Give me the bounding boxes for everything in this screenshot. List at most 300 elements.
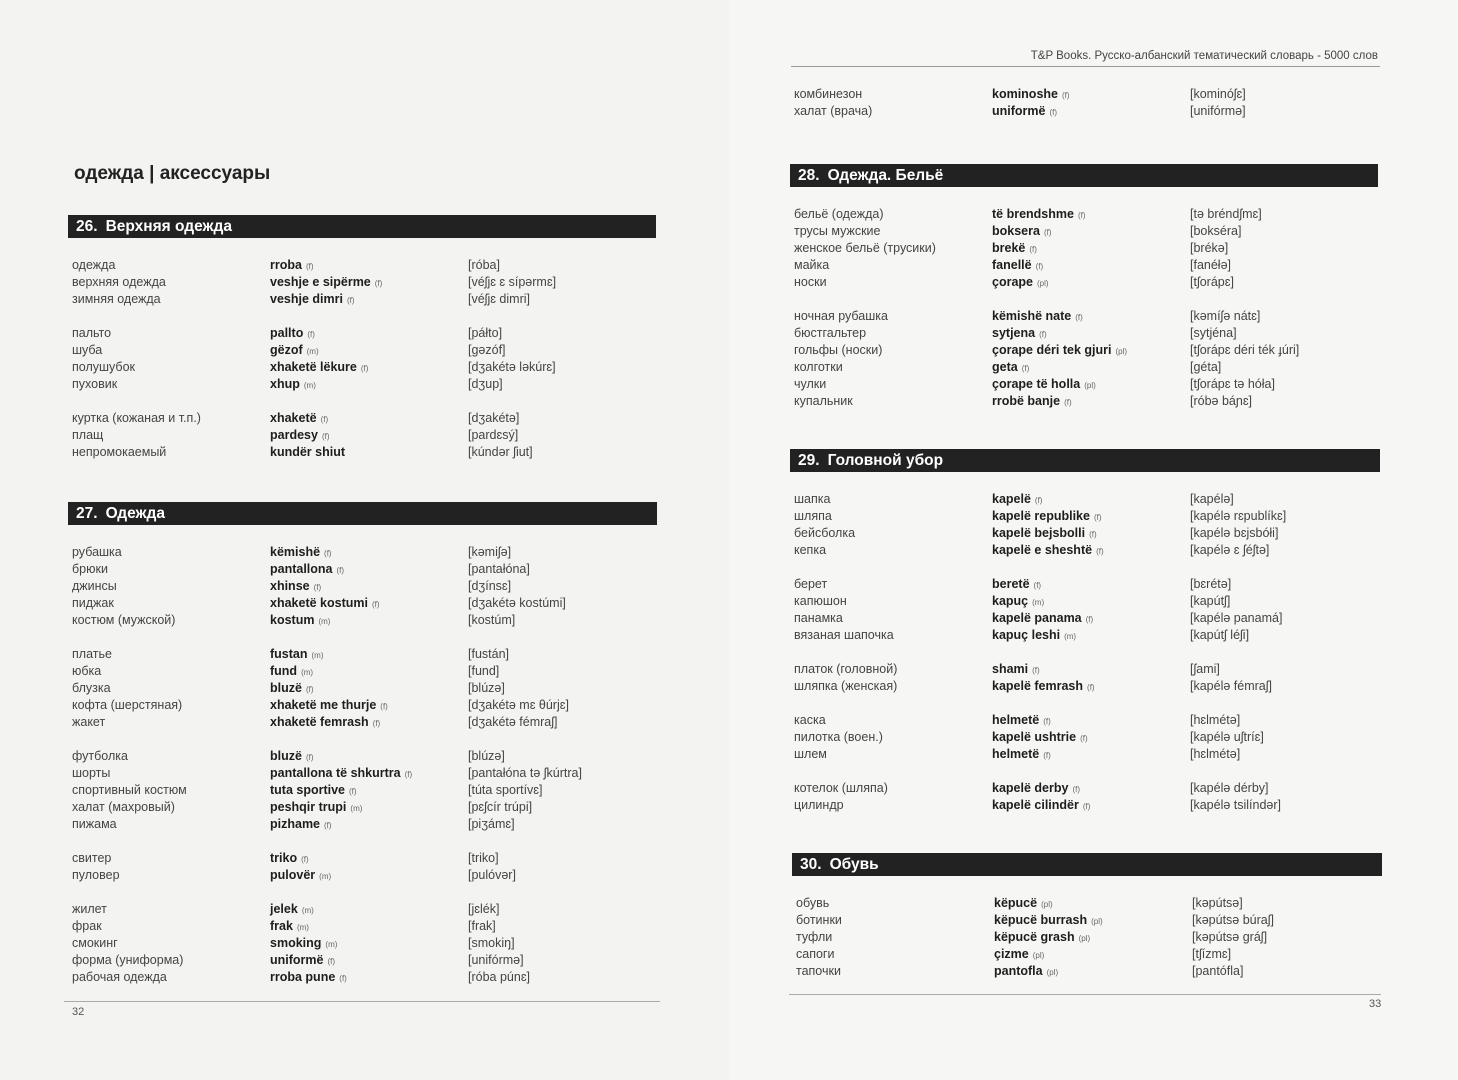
russian-word: брюки [72, 562, 108, 576]
entry-row [68, 714, 657, 731]
transcription: [géta] [1190, 360, 1222, 374]
section-number: 30. [800, 856, 822, 873]
gender-tag: (m) [318, 617, 331, 626]
albanian-word [994, 912, 1103, 930]
albanian-word [270, 359, 368, 377]
transcription: [bɛrétə] [1190, 577, 1232, 591]
russian-word: фрак [72, 919, 102, 933]
albanian-term: xhaketë lëkure [270, 360, 357, 374]
gender-tag: (m) [1064, 632, 1077, 641]
albanian-term: pardesy [270, 428, 318, 442]
transcription: [róba] [468, 258, 500, 272]
transcription: [kapélə dérby] [1190, 781, 1269, 795]
entry-row [792, 929, 1382, 946]
entry-row [790, 376, 1378, 393]
gender-tag: (f) [336, 566, 345, 575]
albanian-term: këpucë burrash [994, 913, 1088, 927]
entry-row [68, 359, 656, 376]
entry-row [790, 627, 1380, 644]
russian-word: капюшон [794, 594, 847, 608]
transcription: [dʒakétə kostúmi] [468, 596, 566, 610]
russian-word: котелок (шляпа) [794, 781, 888, 795]
gender-tag: (pl) [1084, 381, 1096, 390]
albanian-word [270, 969, 347, 987]
russian-word: пуховик [72, 377, 118, 391]
gender-tag: (f) [324, 549, 332, 558]
gender-tag: (f) [1093, 513, 1102, 522]
entry-row [68, 444, 656, 461]
gender-tag: (f) [372, 719, 381, 728]
albanian-word [994, 929, 1090, 947]
albanian-term: pantallona të shkurtra [270, 766, 401, 780]
transcription: [sytjéna] [1190, 326, 1237, 340]
entry-row [790, 678, 1380, 695]
russian-word: зимняя одежда [72, 292, 161, 306]
entry-row [790, 576, 1380, 593]
albanian-term: pizhame [270, 817, 321, 831]
albanian-term: geta [992, 360, 1018, 374]
gender-tag: (f) [324, 821, 332, 830]
gender-tag: (m) [301, 668, 314, 677]
albanian-word [992, 525, 1097, 543]
gender-tag: (f) [305, 685, 314, 694]
transcription: [kapélə uʃtríɛ] [1190, 730, 1264, 744]
albanian-word [270, 427, 330, 445]
gender-tag: (f) [1032, 666, 1040, 675]
russian-word: вязаная шапочка [794, 628, 894, 642]
gender-tag: (m) [303, 381, 316, 390]
albanian-term: xhaketë [270, 411, 317, 425]
transcription: [kapélə bɛjsbółi] [1190, 526, 1279, 540]
gender-tag: (m) [306, 347, 319, 356]
transcription: [blúzə] [468, 749, 505, 763]
gender-tag: (f) [1034, 496, 1043, 505]
entry-row [790, 359, 1378, 376]
albanian-term: bluzë [270, 749, 302, 763]
albanian-term: kapelë ushtrie [992, 730, 1077, 744]
gender-tag: (f) [1033, 581, 1042, 590]
russian-word: колготки [794, 360, 843, 374]
entry-row [68, 578, 657, 595]
albanian-word [270, 816, 332, 834]
entry-row [68, 646, 657, 663]
gender-tag: (m) [1032, 598, 1045, 607]
albanian-word [270, 612, 330, 630]
entry-row [790, 240, 1378, 257]
albanian-word [992, 797, 1090, 815]
entry-row [68, 257, 656, 274]
russian-word: кепка [794, 543, 827, 557]
albanian-word [270, 867, 331, 885]
albanian-word [270, 646, 324, 664]
albanian-word [992, 206, 1086, 224]
entry-row [790, 103, 1378, 120]
transcription: [kapélə fémraʃ] [1190, 679, 1272, 693]
transcription: [fanéłə] [1190, 258, 1232, 272]
group-gap [68, 629, 657, 646]
entry-row [68, 935, 657, 952]
russian-word: сапоги [796, 947, 835, 961]
russian-word: шлем [794, 747, 827, 761]
transcription: [dʒínsɛ] [468, 579, 512, 593]
russian-word: пилотка (воен.) [794, 730, 883, 744]
albanian-word [992, 576, 1041, 594]
albanian-word [994, 895, 1053, 913]
albanian-word [270, 850, 309, 868]
gender-tag: (f) [1043, 717, 1051, 726]
albanian-term: kapuç [992, 594, 1029, 608]
entry-row [68, 969, 657, 986]
albanian-term: peshqir trupi [270, 800, 347, 814]
albanian-term: këpucë grash [994, 930, 1075, 944]
transcription: [ʃami] [1190, 662, 1220, 676]
albanian-word [270, 291, 355, 309]
section-header [790, 449, 1380, 472]
albanian-term: këpucë [994, 896, 1038, 910]
transcription: [kúndər ʃiut] [468, 445, 533, 459]
entry-row [792, 912, 1382, 929]
albanian-word [992, 712, 1051, 730]
transcription: [pardɛsý] [468, 428, 519, 442]
albanian-word [270, 410, 328, 428]
entry-row [790, 780, 1380, 797]
transcription: [kostúm] [468, 613, 516, 627]
albanian-word [270, 342, 319, 360]
russian-word: шляпа [794, 509, 832, 523]
russian-word: рабочая одежда [72, 970, 167, 984]
albanian-word [270, 765, 412, 783]
gender-tag: (f) [301, 855, 309, 864]
albanian-term: brekë [992, 241, 1026, 255]
albanian-word [270, 544, 332, 562]
group-gap [790, 291, 1378, 308]
section-number: 27. [76, 505, 98, 522]
transcription: [kəmíʃə nátɛ] [1190, 309, 1261, 323]
entry-row [68, 748, 657, 765]
transcription: [kapélə panamá] [1190, 611, 1283, 625]
albanian-word [270, 444, 345, 461]
transcription: [kapélə tsilíndər] [1190, 798, 1282, 812]
russian-word: форма (униформа) [72, 953, 184, 967]
transcription: [pantófla] [1192, 964, 1244, 978]
gender-tag: (f) [1062, 91, 1070, 100]
gender-tag: (f) [1049, 108, 1058, 117]
albanian-term: tuta sportive [270, 783, 346, 797]
albanian-word [992, 325, 1047, 343]
albanian-word [992, 508, 1102, 526]
albanian-word [992, 678, 1095, 696]
transcription: [tʃízmɛ] [1192, 947, 1232, 961]
albanian-term: uniformë [992, 104, 1046, 118]
albanian-term: pallto [270, 326, 304, 340]
header-rule [791, 66, 1380, 67]
gender-tag: (pl) [1091, 917, 1103, 926]
russian-word: костюм (мужской) [72, 613, 176, 627]
gender-tag: (f) [320, 415, 329, 424]
entry-row [790, 274, 1378, 291]
section-27 [68, 502, 657, 986]
entry-row [68, 274, 656, 291]
russian-word: полушубок [72, 360, 135, 374]
albanian-word [992, 376, 1096, 394]
albanian-word [992, 240, 1037, 258]
entry-row [68, 612, 657, 629]
albanian-term: gëzof [270, 343, 303, 357]
russian-word: плащ [72, 428, 104, 442]
russian-word: гольфы (носки) [794, 343, 883, 357]
transcription: [hɛlmétə] [1190, 713, 1241, 727]
russian-word: рубашка [72, 545, 122, 559]
gender-tag: (f) [1087, 683, 1095, 692]
transcription: [piʒámɛ] [468, 817, 515, 831]
russian-word: жилет [72, 902, 107, 916]
gender-tag: (f) [346, 296, 355, 305]
transcription: [róbə báɲɛ] [1190, 394, 1253, 408]
transcription: [tʃorápɛ tə hóła] [1190, 377, 1275, 391]
gender-tag: (f) [1077, 211, 1086, 220]
albanian-word [992, 627, 1076, 645]
right-page [729, 0, 1458, 1080]
russian-word: ботинки [796, 913, 842, 927]
russian-word: тапочки [796, 964, 841, 978]
gender-tag: (pl) [1078, 934, 1091, 943]
gender-tag: (f) [1080, 734, 1088, 743]
group-gap [790, 644, 1380, 661]
gender-tag: (pl) [1037, 279, 1049, 288]
russian-word: туфли [796, 930, 833, 944]
group-gap [68, 884, 657, 901]
russian-word: купальник [794, 394, 853, 408]
albanian-term: fanellë [992, 258, 1032, 272]
section-30 [792, 853, 1382, 980]
entry-row [68, 952, 657, 969]
transcription: [pulóvər] [468, 868, 516, 882]
albanian-word [270, 376, 316, 394]
entry-row [68, 663, 657, 680]
group-gap [790, 695, 1380, 712]
albanian-term: kapelë e sheshtë [992, 543, 1093, 557]
albanian-term: xhinse [270, 579, 310, 593]
entry-row [790, 325, 1378, 342]
albanian-word [992, 593, 1044, 611]
entry-row [68, 427, 656, 444]
albanian-term: sytjena [992, 326, 1036, 340]
albanian-word [992, 308, 1083, 326]
russian-word: комбинезон [794, 87, 863, 101]
entry-row [68, 680, 657, 697]
transcription: [tʃorápɛ] [1190, 275, 1234, 289]
entry-row [790, 86, 1378, 103]
albanian-word [270, 274, 382, 292]
transcription: [triko] [468, 851, 499, 865]
gender-tag: (f) [305, 753, 314, 762]
albanian-word [992, 491, 1042, 509]
albanian-term: këmishë [270, 545, 321, 559]
russian-word: пиджак [72, 596, 114, 610]
entry-row [68, 799, 657, 816]
transcription: [pantałóna] [468, 562, 530, 576]
entry-row [68, 816, 657, 833]
russian-word: халат (врача) [794, 104, 873, 118]
transcription: [dʒakétə fémraʃ] [468, 715, 558, 729]
russian-word: трусы мужские [794, 224, 881, 238]
albanian-word [270, 799, 362, 817]
albanian-word [992, 780, 1080, 798]
albanian-term: xhaketë kostumi [270, 596, 368, 610]
gender-tag: (f) [380, 702, 388, 711]
albanian-term: rroba pune [270, 970, 336, 984]
entry-row [68, 561, 657, 578]
section-number: 26. [76, 218, 98, 235]
section-title: Одежда. Бельё [827, 167, 944, 184]
gender-tag: (f) [404, 770, 413, 779]
russian-word: майка [794, 258, 830, 272]
transcription: [unifórmə] [468, 953, 524, 967]
albanian-word [270, 901, 314, 919]
transcription: [smokiŋ] [468, 936, 515, 950]
section-header [790, 164, 1378, 187]
transcription: [kəpútsə gráʃ] [1192, 930, 1268, 944]
albanian-word [992, 342, 1127, 360]
transcription: [fustán] [468, 647, 509, 661]
albanian-word [992, 542, 1104, 560]
transcription: [blúzə] [468, 681, 505, 695]
entry-row [68, 325, 656, 342]
entry-row [68, 410, 656, 427]
albanian-term: pantofla [994, 964, 1043, 978]
albanian-term: fund [270, 664, 298, 678]
gender-tag: (f) [305, 262, 314, 271]
albanian-term: kapelë republike [992, 509, 1090, 523]
entry-row [68, 697, 657, 714]
entry-row [790, 342, 1378, 359]
gender-tag: (f) [1043, 228, 1052, 237]
russian-word: юбка [72, 664, 102, 678]
transcription: [véʃjɛ ɛ sípərmɛ] [468, 275, 557, 289]
russian-word: платок (головной) [794, 662, 898, 676]
albanian-word [992, 223, 1052, 241]
albanian-term: kapelë derby [992, 781, 1069, 795]
gender-tag: (f) [1021, 364, 1030, 373]
albanian-word [992, 86, 1070, 104]
continued-entries [790, 86, 1378, 120]
gender-tag: (m) [311, 651, 324, 660]
gender-tag: (f) [1064, 398, 1072, 407]
albanian-term: këmishë nate [992, 309, 1072, 323]
albanian-word [270, 257, 314, 275]
albanian-word [992, 729, 1088, 747]
albanian-word [270, 595, 380, 613]
albanian-word [992, 274, 1049, 292]
footer-rule [789, 994, 1381, 995]
transcription: [kəpútsə] [1192, 896, 1243, 910]
albanian-term: kapelë [992, 492, 1031, 506]
gender-tag: (f) [1035, 262, 1044, 271]
transcription: [pɛʃcír trúpi] [468, 800, 533, 814]
transcription: [dʒakétə] [468, 411, 520, 425]
entry-row [68, 765, 657, 782]
albanian-term: kapelë femrash [992, 679, 1084, 693]
page-number: 33 [1369, 998, 1382, 1010]
albanian-term: helmetë [992, 747, 1040, 761]
transcription: [brékə] [1190, 241, 1229, 255]
gender-tag: (m) [325, 940, 338, 949]
group-gap [790, 763, 1380, 780]
section-number: 28. [798, 167, 820, 184]
albanian-word [992, 610, 1093, 628]
russian-word: бюстгальтер [794, 326, 867, 340]
albanian-word [270, 663, 313, 681]
albanian-word [992, 359, 1029, 377]
russian-word: ночная рубашка [794, 309, 888, 323]
albanian-word [270, 680, 314, 698]
albanian-word [270, 325, 315, 343]
albanian-term: pantallona [270, 562, 333, 576]
entry-row [790, 206, 1378, 223]
russian-word: кофта (шерстяная) [72, 698, 183, 712]
transcription: [túta sportívɛ] [468, 783, 543, 797]
gender-tag: (pl) [1041, 900, 1053, 909]
transcription: [jɛlék] [468, 902, 500, 916]
transcription: [kəmiʃə] [468, 545, 512, 559]
albanian-term: të brendshme [992, 207, 1074, 221]
entry-row [68, 901, 657, 918]
russian-word: блузка [72, 681, 111, 695]
transcription: [dʒakétə mɛ θúrjɛ] [468, 698, 569, 712]
albanian-word [270, 748, 314, 766]
section-29 [790, 449, 1380, 814]
gender-tag: (pl) [1115, 347, 1128, 356]
albanian-term: triko [270, 851, 298, 865]
transcription: [kapélə ɛ ʃéʃtə] [1190, 543, 1270, 557]
russian-word: шорты [72, 766, 111, 780]
transcription: [unifórmə] [1190, 104, 1246, 118]
footer-rule [64, 1001, 660, 1002]
entry-row [790, 661, 1380, 678]
gender-tag: (f) [1072, 785, 1080, 794]
entry-row [790, 308, 1378, 325]
transcription: [kapélə] [1190, 492, 1234, 506]
gender-tag: (f) [1039, 330, 1047, 339]
gender-tag: (f) [1089, 530, 1097, 539]
russian-word: обувь [796, 896, 830, 910]
group-gap [68, 308, 656, 325]
transcription: [pantałóna tə ʃkúrtra] [468, 766, 582, 780]
transcription: [frak] [468, 919, 496, 933]
albanian-word [270, 782, 357, 800]
entry-row [790, 393, 1378, 410]
entry-row [68, 342, 656, 359]
russian-word: шапка [794, 492, 831, 506]
section-title: Головной убор [827, 452, 944, 469]
transcription: [tʃorápɛ déri ték ɟúri] [1190, 343, 1300, 357]
transcription: [kapélə rɛpublíkɛ] [1190, 509, 1287, 523]
entry-row [792, 895, 1382, 912]
section-title: Обувь [829, 856, 879, 873]
albanian-term: xhaketë femrash [270, 715, 369, 729]
section-title: Одежда [105, 505, 165, 522]
albanian-word [270, 714, 380, 732]
gender-tag: (f) [349, 787, 357, 796]
albanian-term: shami [992, 662, 1029, 676]
section-number: 29. [798, 452, 820, 469]
entry-row [68, 850, 657, 867]
entry-row [790, 593, 1380, 610]
russian-word: жакет [72, 715, 106, 729]
albanian-term: rroba [270, 258, 302, 272]
albanian-word [270, 578, 321, 596]
entry-row [790, 610, 1380, 627]
